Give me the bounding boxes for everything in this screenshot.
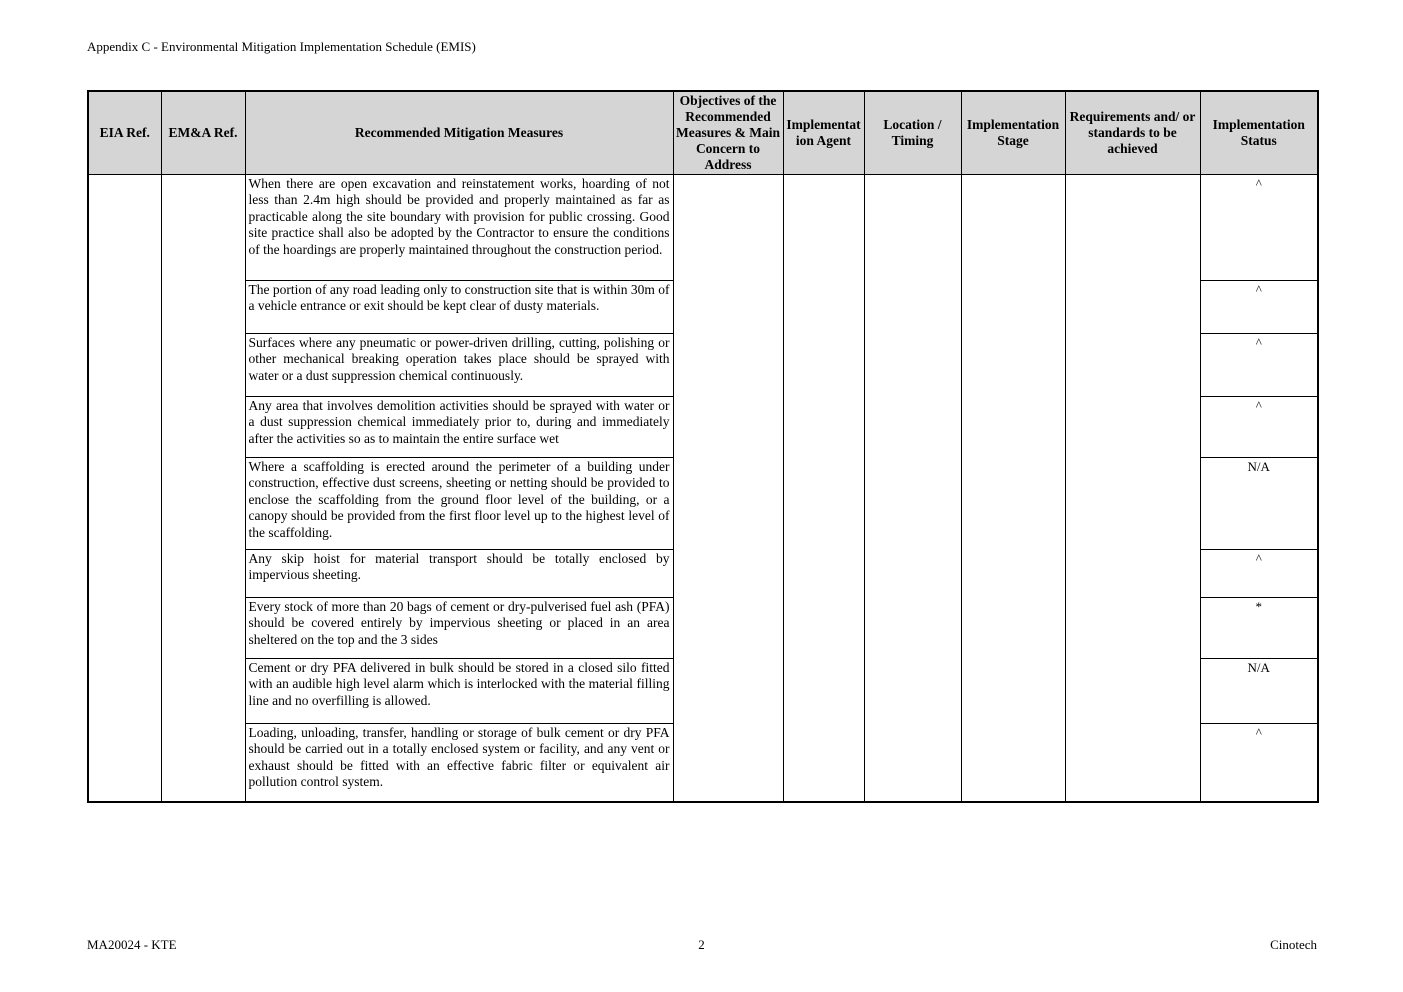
header-implementation-stage: Implementation Stage: [961, 91, 1065, 175]
page-title: Appendix C - Environmental Mitigation Implementation Schedule (EMIS): [87, 39, 476, 54]
measure-cell: Where a scaffolding is erected around the perimeter of a building under construction, effective dust screens, sheeting or netting should be provided to enclose the scaffolding from the ground floor level of the building, or a canopy should be provided from the first floor level up to the highest level of the scaffolding.: [245, 458, 673, 550]
ema-ref-column-body: [161, 175, 245, 802]
status-cell: N/A: [1200, 659, 1318, 724]
header-ema-ref: EM&A Ref.: [161, 91, 245, 175]
header-eia-ref: EIA Ref.: [88, 91, 161, 175]
measure-cell: Loading, unloading, transfer, handling or storage of bulk cement or dry PFA should be carried out in a totally enclosed system or facility, and any vent or exhaust should be fitted with an effective fabric filter or equivalent air pollution control system.: [245, 724, 673, 802]
objectives-column-body: [673, 175, 783, 802]
footer-page-number: 2: [698, 937, 705, 952]
measure-cell: Any area that involves demolition activities should be sprayed with water or a dust suppression chemical immediately prior to, during and immediately after the activities so as to maintain the entire surface wet: [245, 397, 673, 458]
requirements-column-body: [1065, 175, 1200, 802]
header-implementation-agent: Implementation Agent: [783, 91, 864, 175]
table-row: [88, 175, 1318, 281]
status-cell: ^: [1200, 281, 1318, 334]
location-timing-column-body: [864, 175, 961, 802]
status-cell: ^: [1200, 175, 1318, 281]
table-header-row: [88, 91, 1318, 175]
implementation-agent-column-body: [783, 175, 864, 802]
measure-cell: When there are open excavation and reinstatement works, hoarding of not less than 2.4m high should be provided and properly maintained as far as practicable along the site boundary with provision for public crossing. Good site practice shall also be adopted by the Contractor to ensure the conditions of the hoardings are properly maintained throughout the construction period.: [245, 175, 673, 281]
implementation-stage-column-body: [961, 175, 1065, 802]
header-requirements-standards: Requirements and/ or standards to be achieved: [1065, 91, 1200, 175]
header-location-timing: Location / Timing: [864, 91, 961, 175]
footer-document-ref: MA20024 - KTE: [87, 937, 177, 952]
measure-cell: Every stock of more than 20 bags of cement or dry-pulverised fuel ash (PFA) should be covered entirely by impervious sheeting or placed in an area sheltered on the top and the 3 sides: [245, 598, 673, 659]
emis-table: [87, 90, 1319, 803]
status-cell: ^: [1200, 550, 1318, 598]
status-cell: N/A: [1200, 458, 1318, 550]
status-cell: ^: [1200, 334, 1318, 397]
header-objectives: Objectives of the Recommended Measures & Main Concern to Address: [673, 91, 783, 175]
measure-cell: Any skip hoist for material transport should be totally enclosed by impervious sheeting.: [245, 550, 673, 598]
status-cell: *: [1200, 598, 1318, 659]
header-implementation-status: Implementation Status: [1200, 91, 1318, 175]
status-cell: ^: [1200, 397, 1318, 458]
footer-company-name: Cinotech: [1270, 937, 1317, 952]
measure-cell: Cement or dry PFA delivered in bulk should be stored in a closed silo fitted with an audible high level alarm which is interlocked with the material filling line and no overfilling is allowed.: [245, 659, 673, 724]
measure-cell: Surfaces where any pneumatic or power-driven drilling, cutting, polishing or other mechanical breaking operation takes place should be sprayed with water or a dust suppression chemical continuously.: [245, 334, 673, 397]
header-recommended-mitigation-measures: Recommended Mitigation Measures: [245, 91, 673, 175]
measure-cell: The portion of any road leading only to construction site that is within 30m of a vehicle entrance or exit should be kept clear of dusty materials.: [245, 281, 673, 334]
status-cell: ^: [1200, 724, 1318, 802]
eia-ref-column-body: [88, 175, 161, 802]
